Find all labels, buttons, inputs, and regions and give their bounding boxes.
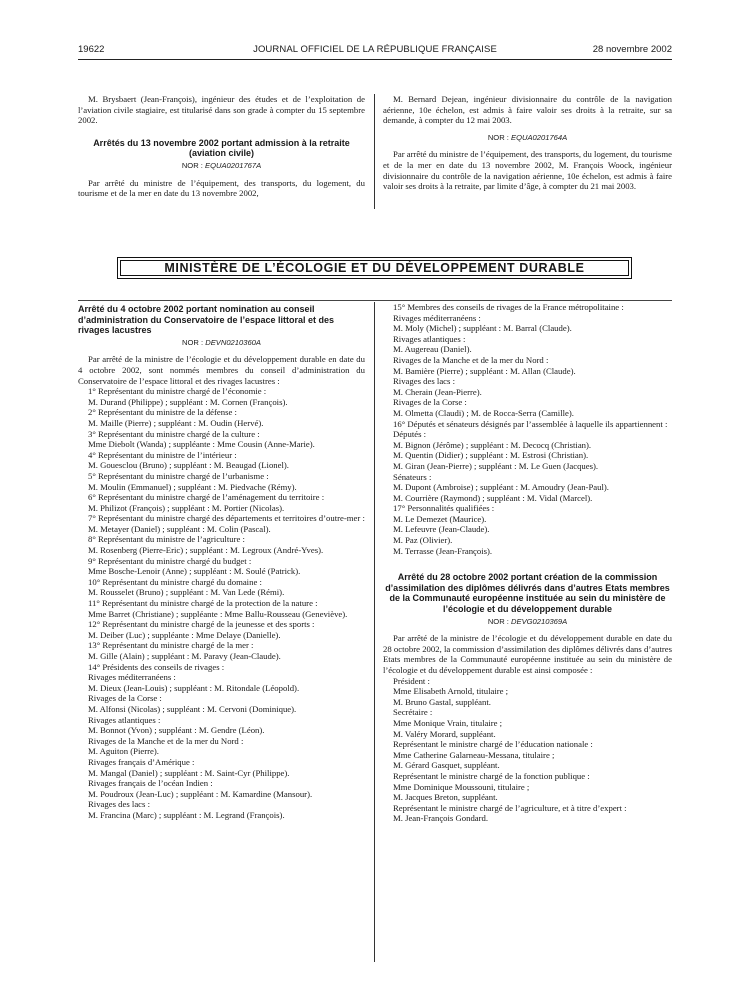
- list-item: M. Courrière (Raymond) ; suppléant : M. Vidal (Marcel).: [393, 492, 593, 503]
- nor-reference: [383, 133, 672, 144]
- list-item: M. Bruno Gastal, suppléant.: [393, 696, 491, 707]
- list-item: Rivages méditerranéens :: [393, 312, 481, 323]
- list-item: M. Gille (Alain) ; suppléant : M. Paravy (Jean-Claude).: [88, 651, 281, 661]
- lower-right-column: [383, 302, 672, 824]
- list-item: 15° Membres des conseils de rivages de la France métropolitaine :: [393, 302, 624, 312]
- list-item: M. Durand (Philippe) ; suppléant : M. Cornen (François).: [88, 396, 288, 407]
- list-item: Mme Monique Vrain, titulaire ;: [393, 717, 503, 728]
- issue-date: 28 novembre 2002: [592, 44, 672, 55]
- running-header: [78, 44, 672, 58]
- list-item: Président :: [393, 675, 430, 686]
- list-item: M. Aguiton (Pierre).: [88, 746, 159, 757]
- brysbaert-paragraph: M. Brysbaert (Jean-François), ingénieur des études et de l’exploitation de l’aviation civile stagiaire, est titularisé dans son grade à compter du 15 septembre 2002.: [78, 94, 365, 126]
- list-item: M. Giran (Jean-Pierre) ; suppléant : M. Le Guen (Jacques).: [393, 460, 599, 471]
- list-item: Mme Diebolt (Wanda) ; suppléante : Mme Cousin (Anne-Marie).: [88, 439, 315, 450]
- list-item: Rivages méditerranéens :: [88, 672, 176, 683]
- list-item: 3° Représentant du ministre chargé de la culture :: [88, 428, 260, 439]
- list-item: Représentant le ministre chargé de l’éducation nationale :: [393, 739, 593, 750]
- list-item: Rivages de la Corse :: [393, 397, 467, 408]
- header-rule: [78, 59, 672, 60]
- list-item: Rivages des lacs :: [88, 799, 151, 810]
- commission-intro: Par arrêté de la ministre de l’écologie et du développement durable en date du 28 octobre 2002, la commission d’assimilation des diplômes délivrés dans d’autres Etats membres de la Communauté européenne instituée au sein du ministère de l’écologie et du développement durable est ainsi composée :: [383, 633, 672, 675]
- list-item: 9° Représentant du ministre chargé du budget :: [88, 555, 252, 566]
- list-item: M. Poudroux (Jean-Luc) ; suppléant : M. Kamardine (Mansour).: [88, 788, 313, 799]
- nomination-intro: Par arrêté de la ministre de l’écologie et du développement durable en date du 4 octobre 2002, sont nommés membres du conseil d’administration du Conservatoire de l’espace littoral et des rivages lacustres :: [78, 354, 365, 386]
- member-list-continued: [383, 302, 672, 556]
- list-item: M. Moly (Michel) ; suppléant : M. Barral (Claude).: [393, 323, 572, 334]
- top-right-column: [383, 94, 672, 192]
- list-item: M. Lefeuvre (Jean-Claude).: [393, 524, 490, 535]
- list-item: Rivages atlantiques :: [393, 333, 466, 344]
- list-item: M. Cherain (Jean-Pierre).: [393, 386, 482, 397]
- list-item: M. Paz (Olivier).: [393, 535, 453, 546]
- list-item: 1° Représentant du ministre chargé de l’économie :: [88, 386, 267, 397]
- list-item: M. Dieux (Jean-Louis) ; suppléant : M. Ritondale (Léopold).: [88, 682, 300, 693]
- list-item: Sénateurs :: [393, 471, 432, 482]
- decree-paragraph: Par arrêté du ministre de l’équipement, des transports, du logement, du tourisme et de la mer en date du 13 novembre 2002,: [78, 177, 365, 199]
- member-list: [78, 386, 365, 820]
- list-item: M. Alfonsi (Nicolas) ; suppléant : M. Cervoni (Dominique).: [88, 703, 297, 714]
- list-item: M. Bonnot (Yvon) ; suppléant : M. Gendre (Léon).: [88, 725, 265, 736]
- list-item: M. Jacques Breton, suppléant.: [393, 792, 498, 803]
- list-item: M. Olmetta (Claudi) ; M. de Rocca-Serra (Camille).: [393, 407, 574, 418]
- page-number: 19622: [78, 44, 105, 55]
- list-item: Mme Elisabeth Arnold, titulaire ;: [393, 686, 509, 697]
- list-item: M. Gouesclou (Bruno) ; suppléant : M. Beaugad (Lionel).: [88, 460, 289, 471]
- nor-code: DEVG0210369A: [511, 616, 568, 626]
- lower-left-column: [78, 302, 365, 821]
- list-item: Représentant le ministre chargé de la fonction publique :: [393, 770, 590, 781]
- nor-prefix: NOR :: [181, 160, 206, 170]
- list-item: M. Augereau (Daniel).: [393, 344, 472, 355]
- nor-prefix: NOR :: [182, 337, 206, 347]
- list-item: Secrétaire :: [393, 707, 433, 718]
- list-item: M. Dupont (Ambroise) ; suppléant : M. Amoudry (Jean-Paul).: [393, 482, 609, 493]
- list-item: M. Quentin (Didier) ; suppléant : M. Estrosi (Christian).: [393, 450, 589, 461]
- nor-code: DEVN0210360A: [205, 337, 261, 347]
- list-item: M. Bamière (Pierre) ; suppléant : M. Allan (Claude).: [393, 365, 576, 376]
- list-item: 7° Représentant du ministre chargé des départements et territoires d’outre-mer :: [88, 513, 365, 524]
- list-item: Mme Dominique Moussouni, titulaire ;: [393, 781, 530, 792]
- retirement-decree-title: Arrêtés du 13 novembre 2002 portant admission à la retraite (aviation civile): [93, 137, 350, 159]
- journal-title: JOURNAL OFFICIEL DE LA RÉPUBLIQUE FRANÇAISE: [253, 44, 497, 55]
- column-divider: [374, 94, 375, 209]
- list-item: 8° Représentant du ministre de l’agriculture :: [88, 534, 245, 545]
- list-item: M. Gérard Gasquet, suppléant.: [393, 760, 500, 771]
- list-item: Rivages des lacs :: [393, 376, 456, 387]
- list-item: Rivages de la Manche et de la mer du Nord :: [393, 354, 549, 365]
- nor-prefix: NOR :: [487, 616, 512, 626]
- list-item: 2° Représentant du ministre de la défense :: [88, 407, 237, 418]
- nor-prefix: NOR :: [487, 132, 512, 142]
- list-item: M. Rosenberg (Pierre-Eric) ; suppléant : M. Legroux (André-Yves).: [88, 545, 324, 556]
- list-item: Rivages atlantiques :: [88, 714, 161, 725]
- list-item: M. Rousselet (Bruno) ; suppléant : M. Van Lede (Rémi).: [88, 587, 285, 598]
- dejean-paragraph: M. Bernard Dejean, ingénieur divisionnaire du contrôle de la navigation aérienne, 10e échelon, est admis à faire valoir ses droits à la retraite, sur sa demande, à compter du 12 mai 2003.: [383, 94, 672, 126]
- list-item: M. Mangal (Daniel) ; suppléant : M. Saint-Cyr (Philippe).: [88, 767, 290, 778]
- nor-reference: [78, 338, 365, 349]
- list-item: 11° Représentant du ministre chargé de la protection de la nature :: [88, 598, 318, 609]
- list-item: 12° Représentant du ministre chargé de la jeunesse et des sports :: [88, 619, 315, 630]
- nor-code: EQUA0201764A: [511, 132, 568, 142]
- list-item: Rivages de la Corse :: [88, 693, 162, 704]
- list-item: M. Deiber (Luc) ; suppléante : Mme Delaye (Danielle).: [88, 629, 281, 640]
- list-item: Mme Barret (Christiane) ; suppléante : Mme Ballu-Rousseau (Geneviève).: [88, 608, 348, 619]
- list-item: 4° Représentant du ministre de l’intérieur :: [88, 449, 237, 460]
- list-item: 13° Représentant du ministre chargé de la mer :: [88, 640, 254, 651]
- list-item: M. Moulin (Emmanuel) ; suppléant : M. Piedvache (Rémy).: [88, 481, 297, 492]
- commission-decree-title: Arrêté du 28 octobre 2002 portant création de la commission d’assimilation des diplômes délivrés dans d’autres Etats membres de la Communauté européenne instituée au sein du ministère de l’écologie et du développement durable: [385, 572, 670, 615]
- list-item: M. Maille (Pierre) ; suppléant : M. Oudin (Hervé).: [88, 417, 264, 428]
- section-rule: [78, 300, 672, 301]
- list-item: M. Jean-François Gondard.: [393, 813, 489, 824]
- list-item: Mme Catherine Galarneau-Messana, titulaire ;: [393, 749, 555, 760]
- list-item: 16° Députés et sénateurs désignés par l’assemblée à laquelle ils appartiennent :: [393, 418, 668, 429]
- nomination-decree-title: Arrêté du 4 octobre 2002 portant nomination au conseil d’administration du Conservatoire de l’espace littoral et des rivages lacustres: [78, 304, 335, 336]
- list-item: Mme Bosche-Lenoir (Anne) ; suppléant : M. Soulé (Patrick).: [88, 566, 301, 577]
- list-item: M. Terrasse (Jean-François).: [393, 545, 493, 556]
- nor-code: EQUA0201767A: [205, 160, 262, 170]
- list-item: Rivages de la Manche et de la mer du Nord :: [88, 735, 244, 746]
- list-item: 5° Représentant du ministre chargé de l’urbanisme :: [88, 470, 269, 481]
- list-item: 14° Présidents des conseils de rivages :: [88, 661, 225, 672]
- list-item: 10° Représentant du ministre chargé du domaine :: [88, 576, 262, 587]
- nor-reference: [383, 617, 672, 628]
- commission-members: [383, 676, 672, 824]
- list-item: 17° Personnalités qualifiées :: [393, 503, 495, 514]
- ministry-name: MINISTÈRE DE L’ÉCOLOGIE ET DU DÉVELOPPEMENT DURABLE: [120, 260, 629, 276]
- list-item: Rivages français de l’océan Indien :: [88, 778, 213, 789]
- column-divider: [374, 302, 375, 962]
- list-item: M. Francina (Marc) ; suppléant : M. Legrand (François).: [88, 809, 285, 820]
- ministry-banner: [117, 257, 632, 279]
- list-item: Députés :: [393, 429, 427, 440]
- list-item: M. Valéry Morard, suppléant.: [393, 728, 496, 739]
- top-left-column: [78, 94, 365, 199]
- list-item: M. Bignon (Jérôme) ; suppléant : M. Decocq (Christian).: [393, 439, 592, 450]
- list-item: M. Metayer (Daniel) ; suppléant : M. Colin (Pascal).: [88, 523, 271, 534]
- nor-reference: [78, 161, 365, 172]
- list-item: M. Philizot (François) ; suppléant : M. Portier (Nicolas).: [88, 502, 285, 513]
- list-item: 6° Représentant du ministre chargé de l’aménagement du territoire :: [88, 492, 325, 503]
- woock-paragraph: Par arrêté du ministre de l’équipement, des transports, du logement, du tourisme et de la mer en date du 13 novembre 2002, M. François Woock, ingénieur divisionnaire du contrôle de la navigation aérienne, 10e échelon, est admis à faire valoir ses droits à la retraite, par limite d’âge, à compter du 21 mai 2003.: [383, 149, 672, 192]
- list-item: Rivages français d’Amérique :: [88, 756, 195, 767]
- list-item: Représentant le ministre chargé de l’agriculture, et à titre d’expert :: [393, 802, 627, 813]
- list-item: M. Le Demezet (Maurice).: [393, 513, 487, 524]
